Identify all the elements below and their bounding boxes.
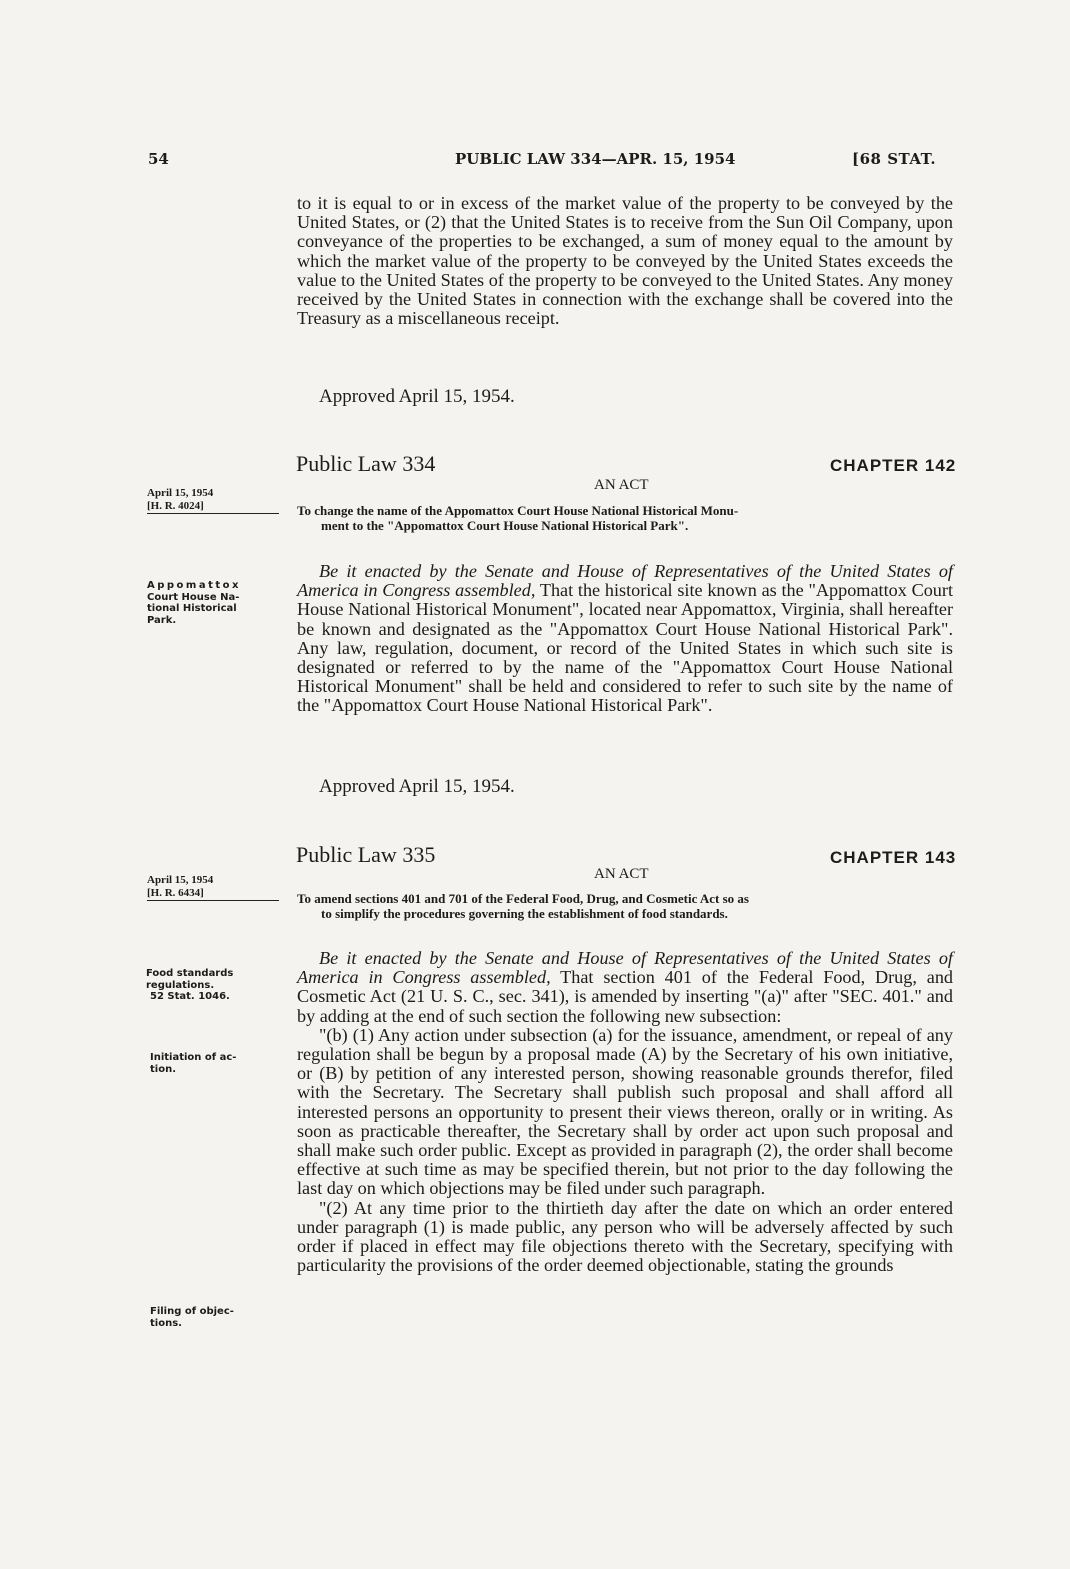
- margin-note-line: tional Historical: [147, 603, 237, 614]
- act-purpose: [297, 503, 953, 533]
- enacting-paragraph: [297, 949, 953, 1275]
- margin-rule: [147, 513, 279, 514]
- an-act-heading: AN ACT: [594, 477, 649, 493]
- purpose-line-2: ment to the "Appomattox Court House National Historical Park".: [321, 518, 689, 533]
- margin-date-bill: [147, 487, 267, 514]
- chapter-number: CHAPTER 143: [830, 848, 957, 867]
- act-purpose: [297, 891, 953, 921]
- subsection-2-paragraph: "(2) At any time prior to the thirtieth day after the date on which an order entered under paragraph (1) is made public, any person who will be adversely affected by such order if placed in effect may file objections thereto with the Secretary, specifying with particularity the provisions of the order deemed objectionable, stating the grounds: [297, 1197, 953, 1276]
- margin-note-line: Food standards: [146, 968, 234, 979]
- approved-date: Approved April 15, 1954.: [319, 776, 515, 797]
- an-act-heading: AN ACT: [594, 866, 649, 882]
- subsection-b-paragraph: "(b) (1) Any action under subsection (a) for the issuance, amendment, or repeal of any regulation shall be begun by a proposal made (A) by the Secretary of his own initiative, or (B) by petition of any interested person, showing reasonable grounds therefor, filed with the Secretary. The Secretary shall publish such proposal and shall afford all interested persons an opportunity to present their views thereon, orally or in writing. As soon as practicable thereafter, the Secretary shall by order act upon such proposal and shall make such order public. Except as provided in paragraph (2), the order shall become effective at such time as may be specified therein, but not prior to the day following the last day on which objections may be filed under such paragraph.: [297, 1024, 953, 1199]
- margin-rule: [147, 900, 279, 901]
- margin-note-initiation: [150, 1052, 236, 1075]
- margin-note-line: tions.: [150, 1317, 182, 1329]
- margin-date-bill: [147, 874, 267, 901]
- purpose-line-2: to simplify the procedures governing the establishment of food standards.: [321, 906, 728, 921]
- margin-bill-number: [H. R. 6434]: [147, 886, 204, 899]
- purpose-line-1: To amend sections 401 and 701 of the Federal Food, Drug, and Cosmetic Act so as: [297, 891, 749, 906]
- margin-date: April 15, 1954: [147, 874, 214, 886]
- section-text: That section 401 of the Federal Food, Drug, and Cosmetic Act (21 U. S. C., sec. 341), is amended by inserting "(a)" after "SEC. 401." and by adding at the end of such section the following new subsection:: [297, 967, 954, 1026]
- margin-note-topic: [147, 580, 241, 626]
- margin-note-line: Filing of objec-: [150, 1306, 234, 1317]
- margin-note-line: Initiation of ac-: [150, 1052, 237, 1063]
- approved-date: Approved April 15, 1954.: [319, 386, 515, 407]
- margin-note-line: Court House Na-: [147, 591, 240, 603]
- margin-note-filing: [150, 1306, 234, 1329]
- margin-note-line: Park.: [147, 614, 177, 626]
- margin-note-topic: [146, 968, 233, 1003]
- purpose-line-1: To change the name of the Appomattox Court House National Historical Monu-: [297, 503, 739, 518]
- margin-note-line: tion.: [150, 1063, 176, 1075]
- margin-note-line: regulations.: [146, 979, 215, 991]
- enacting-paragraph: [297, 562, 953, 716]
- enacting-clause: Be it enacted by the Senate and House of Representatives of the United States of America in Congress assembled,: [297, 561, 953, 601]
- public-law-number: Public Law 334: [296, 451, 436, 476]
- page-number: 54: [148, 150, 169, 168]
- continuation-paragraph: [297, 194, 953, 328]
- margin-bill-number: [H. R. 4024]: [147, 499, 204, 512]
- margin-citation: 52 Stat. 1046.: [150, 991, 230, 1002]
- margin-date: April 15, 1954: [147, 487, 214, 499]
- statute-reference: [68 STAT.: [852, 150, 937, 168]
- public-law-number: Public Law 335: [296, 842, 436, 867]
- enacting-clause: Be it enacted by the Senate and House of Representatives of the United States of America in Congress assembled,: [297, 948, 953, 988]
- continuation-text: to it is equal to or in excess of the market value of the property to be conveyed by the United States, or (2) that the United States is to receive from the Sun Oil Company, upon conveyance of the properties to be exchanged, a sum of money equal to the amount by which the market value of the property to be conveyed by the United States exceeds the value to the United States of the property to be conveyed to the United States. Any money received by the United States in connection with the exchange shall be covered into the Treasury as a miscellaneous receipt.: [297, 193, 953, 329]
- running-title: PUBLIC LAW 334—APR. 15, 1954: [455, 150, 736, 168]
- section-text: That the historical site known as the "Appomattox Court House National Historical Monument", located near Appomattox, Virginia, shall hereafter be known and designated as the "Appomattox Court House National Historical Park". Any law, regulation, document, or record of the United States in which such site is designated or referred to by the name of the "Appomattox Court House National Historical Monument" shall be held and considered to refer to such site by the name of the "Appomattox Court House National Historical Park".: [297, 580, 954, 716]
- chapter-number: CHAPTER 142: [830, 456, 957, 475]
- margin-note-line: Appomattox: [147, 580, 241, 591]
